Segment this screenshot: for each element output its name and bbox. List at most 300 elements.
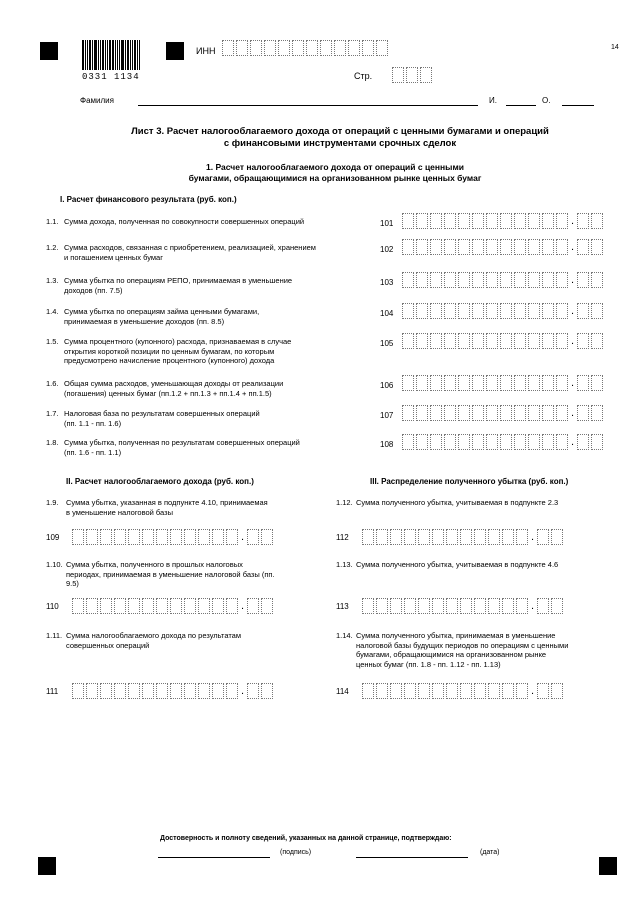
- digit-cell[interactable]: [514, 434, 526, 450]
- digit-cell[interactable]: [404, 529, 416, 545]
- digit-cell[interactable]: [430, 272, 442, 288]
- digit-cell[interactable]: [446, 683, 458, 699]
- digit-cell[interactable]: [432, 683, 444, 699]
- digit-cell[interactable]: [128, 683, 140, 699]
- digit-cell[interactable]: [362, 598, 374, 614]
- digit-cell[interactable]: [528, 375, 540, 391]
- line-code: 112: [336, 533, 349, 542]
- digit-cell[interactable]: [376, 529, 388, 545]
- amount-field-114[interactable]: [362, 683, 565, 699]
- kopeck-cell[interactable]: [591, 303, 603, 319]
- inn-label: ИНН: [196, 46, 216, 56]
- digit-cell[interactable]: [236, 40, 248, 56]
- digit-cell[interactable]: [278, 40, 290, 56]
- digit-cell[interactable]: [458, 303, 470, 319]
- row-label: Сумма полученного убытка, учитываемая в подпункте 2.3: [356, 498, 559, 507]
- row-number: 1.3.: [46, 276, 59, 285]
- digit-cell[interactable]: [402, 272, 414, 288]
- kopeck-cell[interactable]: [261, 598, 273, 614]
- line-code: 108: [380, 440, 394, 449]
- digit-cell[interactable]: [170, 598, 182, 614]
- digit-cell[interactable]: [458, 239, 470, 255]
- digit-cell[interactable]: [514, 303, 526, 319]
- digit-cell[interactable]: [212, 529, 224, 545]
- barcode: [82, 40, 148, 70]
- kopeck-cell[interactable]: [537, 598, 549, 614]
- section1-title-line2: бумагами, обращающимися на организованном рынке ценных бумаг: [188, 173, 482, 183]
- digit-cell[interactable]: [212, 598, 224, 614]
- kopeck-cell[interactable]: [247, 683, 259, 699]
- digit-cell[interactable]: [402, 213, 414, 229]
- surname-field[interactable]: [138, 105, 478, 106]
- digit-cell[interactable]: [184, 529, 196, 545]
- digit-cell[interactable]: [362, 40, 374, 56]
- line-code: 104: [380, 309, 394, 318]
- digit-cell[interactable]: [488, 529, 500, 545]
- digit-cell[interactable]: [486, 213, 498, 229]
- row-number: 1.12.: [336, 498, 353, 507]
- digit-cell[interactable]: [444, 239, 456, 255]
- kopeck-cell[interactable]: [247, 598, 259, 614]
- digit-cell[interactable]: [542, 434, 554, 450]
- digit-cell[interactable]: [528, 239, 540, 255]
- digit-cell[interactable]: [460, 529, 472, 545]
- digit-cell[interactable]: [418, 529, 430, 545]
- digit-cell[interactable]: [390, 529, 402, 545]
- kopeck-cell[interactable]: [577, 333, 589, 349]
- digit-cell[interactable]: [416, 434, 428, 450]
- digit-cell[interactable]: [514, 213, 526, 229]
- decimal-separator: .: [530, 531, 535, 543]
- digit-cell[interactable]: [114, 529, 126, 545]
- row-label: периодах, принимаемая в уменьшение налоговой базы (пп.: [66, 569, 275, 579]
- kopeck-cell[interactable]: [551, 598, 563, 614]
- row-label: Сумма налогооблагаемого дохода по результатам: [66, 631, 242, 640]
- digit-cell[interactable]: [556, 434, 568, 450]
- row-label: Сумма полученного убытка, учитываемая в подпункте 4.6: [356, 560, 559, 569]
- digit-cell[interactable]: [72, 598, 84, 614]
- amount-field-105[interactable]: [402, 333, 605, 349]
- page-number: 14: [611, 44, 619, 51]
- digit-cell[interactable]: [430, 303, 442, 319]
- digit-cell[interactable]: [402, 239, 414, 255]
- kopeck-cell[interactable]: [261, 529, 273, 545]
- digit-cell[interactable]: [502, 598, 514, 614]
- digit-cell[interactable]: [514, 272, 526, 288]
- initial-i-label: И.: [489, 96, 497, 105]
- row-label: принимаемая в уменьшение доходов (пп. 8.5): [64, 316, 225, 326]
- decimal-separator: .: [530, 685, 535, 697]
- row-label: Сумма убытка, указанная в подпункте 4.10, принимаемая: [66, 498, 268, 507]
- digit-cell[interactable]: [250, 40, 262, 56]
- digit-cell[interactable]: [502, 683, 514, 699]
- amount-field-107[interactable]: [402, 405, 605, 421]
- digit-cell[interactable]: [528, 303, 540, 319]
- digit-cell[interactable]: [556, 303, 568, 319]
- digit-cell[interactable]: [416, 213, 428, 229]
- kopeck-cell[interactable]: [591, 434, 603, 450]
- digit-cell[interactable]: [128, 598, 140, 614]
- digit-cell[interactable]: [430, 375, 442, 391]
- digit-cell[interactable]: [488, 598, 500, 614]
- digit-cell[interactable]: [100, 529, 112, 545]
- digit-cell[interactable]: [72, 683, 84, 699]
- digit-cell[interactable]: [542, 272, 554, 288]
- digit-cell[interactable]: [376, 598, 388, 614]
- digit-cell[interactable]: [156, 529, 168, 545]
- digit-cell[interactable]: [392, 67, 404, 83]
- digit-cell[interactable]: [416, 375, 428, 391]
- digit-cell[interactable]: [444, 405, 456, 421]
- row-label: и погашением ценных бумаг: [64, 252, 163, 262]
- row-label: ценных бумаг (пп. 1.8 - пп. 1.12 - пп. 1.13): [356, 659, 501, 669]
- digit-cell[interactable]: [212, 683, 224, 699]
- digit-cell[interactable]: [430, 333, 442, 349]
- digit-cell[interactable]: [114, 598, 126, 614]
- digit-cell[interactable]: [486, 434, 498, 450]
- row-label: открытия короткой позиции по ценным бумагам, по которым: [64, 346, 275, 356]
- digit-cell[interactable]: [528, 333, 540, 349]
- decimal-separator: .: [570, 407, 575, 419]
- line-code: 107: [380, 411, 394, 420]
- digit-cell[interactable]: [474, 683, 486, 699]
- digit-cell[interactable]: [416, 333, 428, 349]
- kopeck-cell[interactable]: [591, 333, 603, 349]
- digit-cell[interactable]: [446, 529, 458, 545]
- kopeck-cell[interactable]: [591, 272, 603, 288]
- row-number: 1.7.: [46, 409, 59, 418]
- kopeck-cell[interactable]: [577, 272, 589, 288]
- digit-cell[interactable]: [528, 272, 540, 288]
- digit-cell[interactable]: [556, 239, 568, 255]
- digit-cell[interactable]: [142, 598, 154, 614]
- digit-cell[interactable]: [460, 598, 472, 614]
- page-field[interactable]: [392, 67, 434, 83]
- digit-cell[interactable]: [542, 405, 554, 421]
- digit-cell[interactable]: [500, 405, 512, 421]
- digit-cell[interactable]: [474, 529, 486, 545]
- row-number: 1.4.: [46, 307, 59, 316]
- digit-cell[interactable]: [458, 375, 470, 391]
- date-label: (дата): [480, 849, 500, 856]
- digit-cell[interactable]: [556, 333, 568, 349]
- digit-cell[interactable]: [444, 303, 456, 319]
- digit-cell[interactable]: [444, 375, 456, 391]
- digit-cell[interactable]: [226, 529, 238, 545]
- digit-cell[interactable]: [472, 272, 484, 288]
- kopeck-cell[interactable]: [577, 434, 589, 450]
- digit-cell[interactable]: [472, 434, 484, 450]
- digit-cell[interactable]: [542, 239, 554, 255]
- row-number: 1.2.: [46, 243, 59, 252]
- digit-cell[interactable]: [458, 272, 470, 288]
- digit-cell[interactable]: [474, 598, 486, 614]
- line-code: 113: [336, 602, 349, 611]
- digit-cell[interactable]: [362, 683, 374, 699]
- digit-cell[interactable]: [500, 333, 512, 349]
- registration-mark-top-middle: [166, 42, 184, 60]
- digit-cell[interactable]: [86, 683, 98, 699]
- digit-cell[interactable]: [142, 529, 154, 545]
- row-label: предусмотрено начисление процентного (купонного) дохода: [64, 356, 275, 365]
- row-label: Сумма процентного (купонного) расхода, признаваемая в случае: [64, 337, 292, 346]
- digit-cell[interactable]: [348, 40, 360, 56]
- digit-cell[interactable]: [416, 303, 428, 319]
- signature-field[interactable]: [158, 857, 270, 858]
- amount-field-112[interactable]: [362, 529, 565, 545]
- digit-cell[interactable]: [376, 40, 388, 56]
- digit-cell[interactable]: [430, 434, 442, 450]
- digit-cell[interactable]: [432, 529, 444, 545]
- digit-cell[interactable]: [472, 405, 484, 421]
- kopeck-cell[interactable]: [577, 239, 589, 255]
- digit-cell[interactable]: [458, 434, 470, 450]
- digit-cell[interactable]: [198, 598, 210, 614]
- inn-field[interactable]: [222, 40, 390, 56]
- row-label: бумагами, обращающимися на организованном рынке: [356, 650, 547, 659]
- digit-cell[interactable]: [184, 683, 196, 699]
- kopeck-cell[interactable]: [261, 683, 273, 699]
- kopeck-cell[interactable]: [551, 683, 563, 699]
- digit-cell[interactable]: [156, 683, 168, 699]
- digit-cell[interactable]: [406, 67, 418, 83]
- row-label: Сумма расходов, связанная с приобретением, реализацией, хранением: [64, 243, 316, 252]
- row-label: Сумма дохода, полученная по совокупности совершенных операций: [64, 217, 305, 226]
- digit-cell[interactable]: [542, 303, 554, 319]
- row-number: 1.6.: [46, 379, 59, 388]
- digit-cell[interactable]: [514, 239, 526, 255]
- digit-cell[interactable]: [486, 239, 498, 255]
- row-number: 1.9.: [46, 498, 59, 507]
- kopeck-cell[interactable]: [591, 213, 603, 229]
- barcode-number: 0331 1134: [82, 72, 140, 82]
- digit-cell[interactable]: [458, 405, 470, 421]
- digit-cell[interactable]: [404, 683, 416, 699]
- digit-cell[interactable]: [460, 683, 472, 699]
- digit-cell[interactable]: [390, 683, 402, 699]
- digit-cell[interactable]: [516, 598, 528, 614]
- kopeck-cell[interactable]: [551, 529, 563, 545]
- amount-field-101[interactable]: [402, 213, 605, 229]
- digit-cell[interactable]: [128, 529, 140, 545]
- initial-o-label: О.: [542, 96, 551, 105]
- digit-cell[interactable]: [500, 213, 512, 229]
- digit-cell[interactable]: [542, 375, 554, 391]
- kopeck-cell[interactable]: [577, 213, 589, 229]
- amount-field-111[interactable]: [72, 683, 275, 699]
- row-label: доходов (пп. 7.5): [64, 285, 123, 295]
- kopeck-cell[interactable]: [577, 405, 589, 421]
- digit-cell[interactable]: [376, 683, 388, 699]
- digit-cell[interactable]: [500, 239, 512, 255]
- digit-cell[interactable]: [516, 683, 528, 699]
- line-code: 105: [380, 339, 394, 348]
- digit-cell[interactable]: [264, 40, 276, 56]
- initial-i-field[interactable]: [506, 105, 536, 106]
- amount-field-104[interactable]: [402, 303, 605, 319]
- row-number: 1.10.: [46, 560, 63, 569]
- kopeck-cell[interactable]: [591, 239, 603, 255]
- digit-cell[interactable]: [486, 333, 498, 349]
- decimal-separator: .: [570, 215, 575, 227]
- digit-cell[interactable]: [86, 598, 98, 614]
- digit-cell[interactable]: [528, 213, 540, 229]
- digit-cell[interactable]: [114, 683, 126, 699]
- digit-cell[interactable]: [556, 272, 568, 288]
- row-label: Общая сумма расходов, уменьшающая доходы от реализации: [64, 379, 284, 388]
- decimal-separator: .: [530, 600, 535, 612]
- digit-cell[interactable]: [184, 598, 196, 614]
- amount-field-102[interactable]: [402, 239, 605, 255]
- digit-cell[interactable]: [528, 405, 540, 421]
- surname-label: Фамилия: [80, 96, 114, 105]
- line-code: 109: [46, 533, 60, 542]
- row-label: Сумма убытка по операциям займа ценными бумагами,: [64, 307, 260, 316]
- digit-cell[interactable]: [170, 683, 182, 699]
- digit-cell[interactable]: [222, 40, 234, 56]
- digit-cell[interactable]: [320, 40, 332, 56]
- digit-cell[interactable]: [472, 333, 484, 349]
- digit-cell[interactable]: [488, 683, 500, 699]
- digit-cell[interactable]: [444, 272, 456, 288]
- line-code: 103: [380, 278, 394, 287]
- row-label: Сумма убытка, полученная по результатам совершенных операций: [64, 438, 300, 447]
- digit-cell[interactable]: [458, 213, 470, 229]
- digit-cell[interactable]: [402, 434, 414, 450]
- row-label: Сумма убытка, полученного в прошлых налоговых: [66, 560, 243, 569]
- digit-cell[interactable]: [486, 303, 498, 319]
- decimal-separator: .: [570, 436, 575, 448]
- digit-cell[interactable]: [500, 375, 512, 391]
- kopeck-cell[interactable]: [577, 303, 589, 319]
- digit-cell[interactable]: [542, 333, 554, 349]
- decimal-separator: .: [570, 377, 575, 389]
- digit-cell[interactable]: [444, 213, 456, 229]
- digit-cell[interactable]: [156, 598, 168, 614]
- digit-cell[interactable]: [226, 598, 238, 614]
- digit-cell[interactable]: [472, 303, 484, 319]
- initial-o-field[interactable]: [562, 105, 594, 106]
- digit-cell[interactable]: [86, 529, 98, 545]
- digit-cell[interactable]: [514, 405, 526, 421]
- digit-cell[interactable]: [500, 303, 512, 319]
- registration-mark-top-left: [40, 42, 58, 60]
- digit-cell[interactable]: [444, 333, 456, 349]
- date-field[interactable]: [356, 857, 468, 858]
- digit-cell[interactable]: [198, 529, 210, 545]
- kopeck-cell[interactable]: [591, 375, 603, 391]
- decimal-separator: .: [570, 335, 575, 347]
- row-number: 1.1.: [46, 217, 59, 226]
- digit-cell[interactable]: [486, 375, 498, 391]
- line-code: 106: [380, 381, 394, 390]
- digit-cell[interactable]: [72, 529, 84, 545]
- digit-cell[interactable]: [402, 405, 414, 421]
- digit-cell[interactable]: [306, 40, 318, 56]
- digit-cell[interactable]: [430, 213, 442, 229]
- digit-cell[interactable]: [514, 375, 526, 391]
- digit-cell[interactable]: [416, 239, 428, 255]
- digit-cell[interactable]: [486, 272, 498, 288]
- digit-cell[interactable]: [226, 683, 238, 699]
- digit-cell[interactable]: [542, 213, 554, 229]
- digit-cell[interactable]: [516, 529, 528, 545]
- amount-field-103[interactable]: [402, 272, 605, 288]
- digit-cell[interactable]: [404, 598, 416, 614]
- amount-field-106[interactable]: [402, 375, 605, 391]
- confirmation-text: Достоверность и полноту сведений, указанных на данной странице, подтверждаю:: [160, 835, 452, 842]
- digit-cell[interactable]: [292, 40, 304, 56]
- line-code: 110: [46, 602, 59, 611]
- digit-cell[interactable]: [334, 40, 346, 56]
- digit-cell[interactable]: [458, 333, 470, 349]
- amount-field-113[interactable]: [362, 598, 565, 614]
- digit-cell[interactable]: [556, 405, 568, 421]
- decimal-separator: .: [240, 600, 245, 612]
- digit-cell[interactable]: [556, 213, 568, 229]
- row-label: налоговой базы будущих периодов по операциям с ценными: [356, 640, 569, 650]
- digit-cell[interactable]: [556, 375, 568, 391]
- digit-cell[interactable]: [170, 529, 182, 545]
- digit-cell[interactable]: [432, 598, 444, 614]
- digit-cell[interactable]: [486, 405, 498, 421]
- digit-cell[interactable]: [430, 405, 442, 421]
- digit-cell[interactable]: [528, 434, 540, 450]
- digit-cell[interactable]: [402, 303, 414, 319]
- digit-cell[interactable]: [500, 434, 512, 450]
- digit-cell[interactable]: [402, 375, 414, 391]
- digit-cell[interactable]: [444, 434, 456, 450]
- row-label: в уменьшение налоговой базы: [66, 507, 173, 517]
- digit-cell[interactable]: [472, 239, 484, 255]
- digit-cell[interactable]: [100, 598, 112, 614]
- line-code: 101: [380, 219, 394, 228]
- kopeck-cell[interactable]: [247, 529, 259, 545]
- digit-cell[interactable]: [418, 598, 430, 614]
- amount-field-109[interactable]: [72, 529, 275, 545]
- row-number: 1.13.: [336, 560, 353, 569]
- digit-cell[interactable]: [500, 272, 512, 288]
- digit-cell[interactable]: [514, 333, 526, 349]
- digit-cell[interactable]: [142, 683, 154, 699]
- digit-cell[interactable]: [472, 213, 484, 229]
- digit-cell[interactable]: [402, 333, 414, 349]
- row-label: (пп. 1.1 - пп. 1.6): [64, 418, 122, 428]
- row-number: 1.11.: [46, 631, 63, 640]
- amount-field-110[interactable]: [72, 598, 275, 614]
- kopeck-cell[interactable]: [591, 405, 603, 421]
- digit-cell[interactable]: [446, 598, 458, 614]
- signature-label: (подпись): [280, 849, 312, 856]
- digit-cell[interactable]: [418, 683, 430, 699]
- digit-cell[interactable]: [390, 598, 402, 614]
- digit-cell[interactable]: [416, 405, 428, 421]
- digit-cell[interactable]: [420, 67, 432, 83]
- digit-cell[interactable]: [416, 272, 428, 288]
- digit-cell[interactable]: [472, 375, 484, 391]
- digit-cell[interactable]: [362, 529, 374, 545]
- kopeck-cell[interactable]: [537, 683, 549, 699]
- kopeck-cell[interactable]: [537, 529, 549, 545]
- digit-cell[interactable]: [100, 683, 112, 699]
- kopeck-cell[interactable]: [577, 375, 589, 391]
- amount-field-108[interactable]: [402, 434, 605, 450]
- digit-cell[interactable]: [502, 529, 514, 545]
- digit-cell[interactable]: [198, 683, 210, 699]
- decimal-separator: .: [240, 531, 245, 543]
- registration-mark-bottom-right: [599, 857, 617, 875]
- digit-cell[interactable]: [430, 239, 442, 255]
